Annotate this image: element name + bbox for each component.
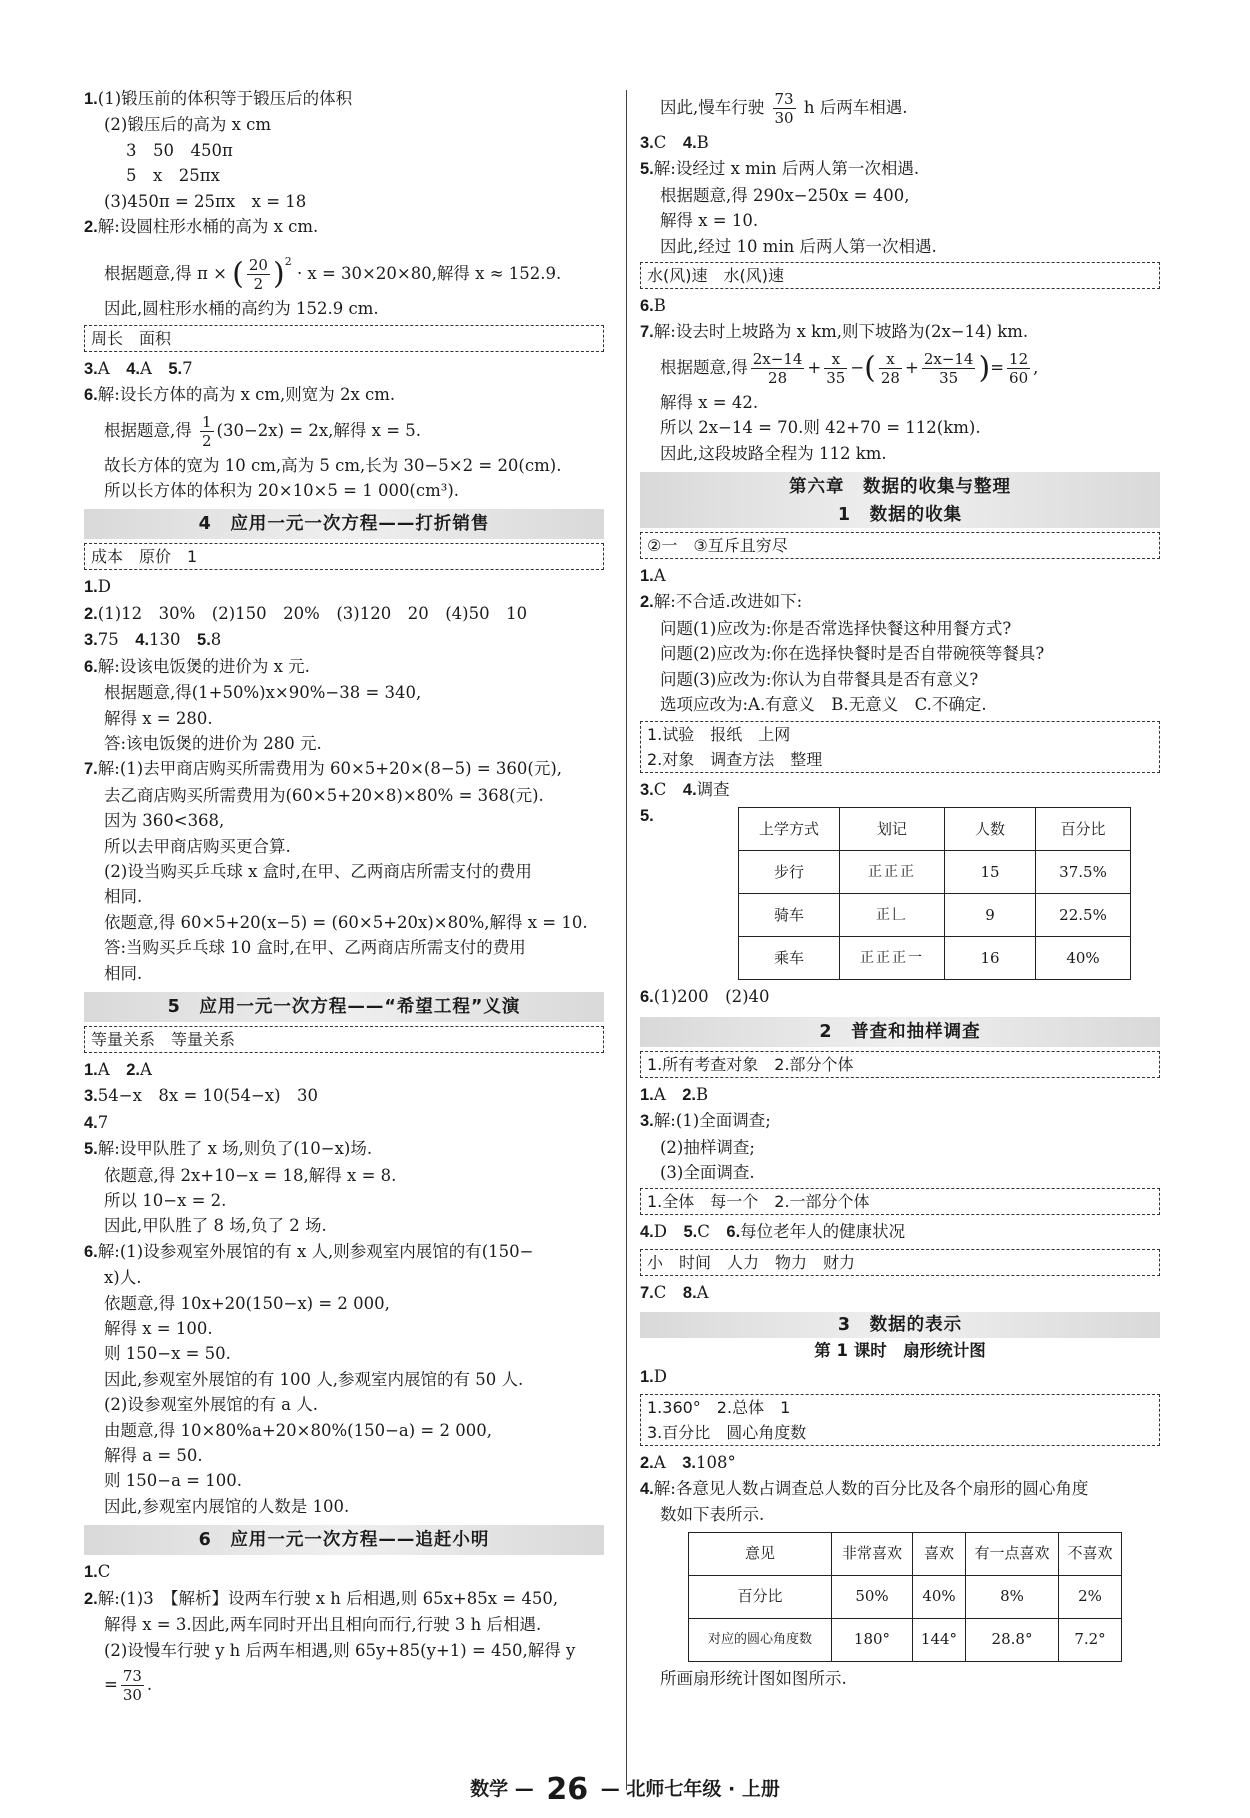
answer-line: 解得 x = 42.	[660, 392, 759, 412]
answer-line: (2)设参观室外展馆的有 a 人.	[104, 1395, 318, 1415]
right-column	[640, 86, 1160, 1691]
answer-line: 4.7	[84, 1112, 109, 1132]
answer-line: 所以去甲商店购买更合算.	[104, 836, 291, 856]
answer-line: 解得 x = 10.	[660, 211, 759, 231]
answer-line: 问题(2)应改为:你在选择快餐时是否自带碗筷等餐具?	[660, 644, 1045, 664]
table-cell: 144°	[913, 1618, 966, 1661]
chapter-heading: 第六章 数据的收集与整理	[640, 472, 1160, 502]
answer-line: 1.(1)锻压前的体积等于锻压后的体积	[84, 89, 353, 108]
answer-line: 所画扇形统计图如图所示.	[660, 1668, 847, 1688]
fraction: $\frac{73}{30}$	[122, 1666, 142, 1704]
answer-line: 5.解:设经过 x min 后两人第一次相遇.	[640, 159, 920, 179]
answer-line: 因此,参观室外展馆的有 100 人,参观室内展馆的有 50 人.	[104, 1369, 524, 1389]
fraction: $\frac{x}{28}$	[880, 349, 900, 387]
lesson-heading: 第 1 课时 扇形统计图	[814, 1341, 986, 1361]
answer-line: 依题意,得 10x+20(150−x) = 2 000,	[104, 1293, 390, 1313]
formula-line: 根据题意,得 π × ( $\frac{20}{2}$ )$^2$ · x = 30×20×80,解得 x ≈ 152.9.	[104, 255, 562, 294]
table-cell: 40%	[913, 1575, 966, 1618]
answer-line: 4.解:各意见人数占调查总人数的百分比及各个扇形的圆心角度	[640, 1478, 1089, 1498]
answer-line: (3)450π = 25πx x = 18	[104, 191, 307, 211]
footer-subject: 数学	[470, 1778, 509, 1800]
answer-line: 1.A 2.B	[640, 1084, 709, 1104]
fill-in-box: 1.试验 报纸 上网 2.对象 调查方法 整理	[640, 721, 1160, 773]
fraction: $\frac{12}{60}$	[1009, 349, 1029, 387]
fill-in-box: 等量关系 等量关系	[84, 1026, 604, 1053]
answer-line: 7.解:设去时上坡路为 x km,则下坡路为(2x−14) km.	[640, 322, 1029, 342]
fraction: $\frac{2x-14}{35}$	[923, 349, 974, 387]
table-cell: 正正正	[840, 851, 945, 894]
answer-line: 问题(1)应改为:你是否常选择快餐这种用餐方式?	[660, 618, 1012, 638]
answer-line: 则 150−a = 100.	[104, 1471, 242, 1491]
table-header: 不喜欢	[1059, 1532, 1122, 1575]
section-heading: 5 应用一元一次方程——“希望工程”义演	[84, 992, 604, 1022]
answer-line: 2.解:设圆柱形水桶的高为 x cm.	[84, 217, 319, 237]
fraction: $\frac{73}{30}$	[774, 90, 794, 127]
answer-line: 选项应改为:A.有意义 B.无意义 C.不确定.	[660, 695, 987, 715]
answer-line: 去乙商店购买所需费用为(60×5+20×8)×80% = 368(元).	[104, 785, 544, 805]
answer-line: 所以长方体的体积为 20×10×5 = 1 000(cm³).	[104, 481, 460, 501]
fraction: $\frac{x}{35}$	[826, 349, 846, 387]
answer-line: 答:该电饭煲的进价为 280 元.	[104, 733, 322, 753]
answer-line: 因此,参观室内展馆的人数是 100.	[104, 1496, 350, 1516]
table-cell: 37.5%	[1036, 851, 1131, 894]
formula-line: = $\frac{73}{30}$ .	[104, 1666, 153, 1704]
answer-line: 5.	[640, 806, 654, 825]
table-cell: 15	[945, 851, 1036, 894]
table-header: 人数	[945, 808, 1036, 851]
answer-line: 5 x 25πx	[126, 166, 220, 186]
answer-line: 1.A 2.A	[84, 1059, 152, 1079]
answer-line: (2)设慢车行驶 y h 后两车相遇,则 65y+85(y+1) = 450,解得 y	[104, 1640, 576, 1660]
answer-line: 3.解:(1)全面调查;	[640, 1111, 771, 1131]
table-cell: 正𠃊	[840, 894, 945, 937]
answer-line: 2.A 3.108°	[640, 1452, 736, 1472]
formula-line: 根据题意,得 $\frac{1}{2}$ (30−2x) = 2x,解得 x = 5.	[104, 412, 422, 450]
table-header: 上学方式	[739, 808, 840, 851]
table-cell: 百分比	[689, 1575, 832, 1618]
answer-line: 1.C	[84, 1562, 111, 1582]
answer-line: 1.A	[640, 566, 666, 586]
answer-line: 因为 360<368,	[104, 811, 225, 831]
fraction: $\frac{20}{2}$	[248, 256, 268, 294]
answer-line: 解得 x = 3.因此,两车同时开出且相向而行,行驶 3 h 后相遇.	[104, 1615, 542, 1635]
answer-line: 1.D	[640, 1367, 667, 1387]
answer-line: 则 150−x = 50.	[104, 1344, 231, 1364]
answer-line: 因此,这段坡路全程为 112 km.	[660, 443, 887, 463]
answer-line: x)人.	[104, 1268, 142, 1288]
answer-line: 3.C 4.B	[640, 133, 709, 152]
table-cell: 40%	[1036, 937, 1131, 980]
answer-line: 因此,经过 10 min 后两人第一次相遇.	[660, 236, 937, 256]
answer-line: 相同.	[104, 963, 143, 983]
table-cell: 乘车	[739, 937, 840, 980]
answer-line: (2)抽样调查;	[660, 1137, 755, 1157]
table-header: 划记	[840, 808, 945, 851]
answer-line: 3.54−x 8x = 10(54−x) 30	[84, 1086, 319, 1106]
answer-line: 6.(1)200 (2)40	[640, 987, 770, 1007]
fill-in-box: 成本 原价 1	[84, 543, 604, 570]
answer-line: 故长方体的宽为 10 cm,高为 5 cm,长为 30−5×2 = 20(cm).	[104, 455, 562, 475]
answer-line: 6.解:设长方体的高为 x cm,则宽为 2x cm.	[84, 385, 396, 405]
answer-line: 2.解:(1)3 【解析】设两车行驶 x h 后相遇,则 65x+85x = 450,	[84, 1588, 559, 1608]
answer-line: 3.C 4.调查	[640, 779, 730, 799]
footer-edition: 北师七年级 · 上册	[626, 1778, 780, 1800]
table-cell: 正正正一	[840, 937, 945, 980]
answer-line: 所以 10−x = 2.	[104, 1191, 227, 1210]
fill-in-box: 1.全体 每一个 2.一部分个体	[640, 1188, 1160, 1215]
answer-line: 6.解:(1)设参观室外展馆的有 x 人,则参观室内展馆的有(150−	[84, 1241, 534, 1261]
table-cell: 180°	[832, 1618, 913, 1661]
answer-line: 6.B	[640, 296, 666, 316]
answer-line: 数如下表所示.	[660, 1505, 765, 1525]
answer-line: 6.解:设该电饭煲的进价为 x 元.	[84, 656, 310, 676]
answer-line: 解得 a = 50.	[104, 1446, 203, 1466]
fill-in-box: 1.360° 2.总体 1 3.百分比 圆心角度数	[640, 1394, 1160, 1446]
opinion-table	[688, 1532, 1122, 1662]
table-cell: 28.8°	[966, 1618, 1059, 1661]
fill-in-box: 小 时间 人力 物力 财力	[640, 1249, 1160, 1276]
answer-line: 答:当购买乒乓球 10 盒时,在甲、乙两商店所需支付的费用	[104, 938, 526, 958]
table-cell: 9	[945, 894, 1036, 937]
left-column	[84, 86, 604, 1707]
fill-in-box: ②一 ③互斥且穷尽	[640, 532, 1160, 559]
answer-line: 因此,圆柱形水桶的高约为 152.9 cm.	[104, 299, 379, 319]
answer-line: 3.A 4.A 5.7	[84, 358, 193, 378]
fill-in-box: 周长 面积	[84, 325, 604, 352]
fraction: $\frac{1}{2}$	[202, 412, 212, 450]
page-number: 26	[546, 1772, 589, 1807]
table-cell: 7.2°	[1059, 1618, 1122, 1661]
table-header: 喜欢	[913, 1532, 966, 1575]
answer-line: 因此,甲队胜了 8 场,负了 2 场.	[104, 1216, 327, 1236]
answer-line: 7.C 8.A	[640, 1282, 709, 1302]
section-heading: 4 应用一元一次方程——打折销售	[84, 509, 604, 539]
answer-line: 2.(1)12 30% (2)150 20% (3)120 20 (4)50 10	[84, 603, 528, 623]
answer-line: 依题意,得 60×5+20(x−5) = (60×5+20x)×80%,解得 x = 10.	[104, 912, 588, 932]
answer-line: 所以 2x−14 = 70.则 42+70 = 112(km).	[660, 418, 981, 438]
answer-line: 根据题意,得(1+50%)x×90%−38 = 340,	[104, 683, 422, 703]
answer-line: (3)全面调查.	[660, 1162, 755, 1182]
tally-table	[738, 807, 1131, 980]
answer-line: 由题意,得 10×80%a+20×80%(150−a) = 2 000,	[104, 1420, 492, 1440]
table-cell: 50%	[832, 1575, 913, 1618]
answer-line: 根据题意,得 290x−250x = 400,	[660, 185, 910, 205]
table-cell: 16	[945, 937, 1036, 980]
answer-line: 7.解:(1)去甲商店购买所需费用为 60×5+20×(8−5) = 360(元),	[84, 759, 563, 779]
table-cell: 2%	[1059, 1575, 1122, 1618]
answer-line: (2)设当购买乒乓球 x 盒时,在甲、乙两商店所需支付的费用	[104, 861, 532, 881]
fill-in-box: 1.所有考查对象 2.部分个体	[640, 1051, 1160, 1078]
answer-line: 4.D 5.C 6.每位老年人的健康状况	[640, 1222, 906, 1242]
formula-line: 根据题意,得 $\frac{2x-14}{28}$ + $\frac{x}{35}$ −( $\frac{x}{28}$ + $\frac{2x-14}{35}$ )= $\frac{12}{60}$ ,	[660, 349, 1039, 387]
answer-line: 3.75 4.130 5.8	[84, 630, 222, 650]
answer-line: 依题意,得 2x+10−x = 18,解得 x = 8.	[104, 1165, 397, 1185]
table-cell: 对应的圆心角度数	[689, 1618, 832, 1661]
answer-line: 相同.	[104, 887, 143, 907]
column-divider	[626, 90, 627, 1790]
section-heading: 1 数据的收集	[640, 502, 1160, 528]
fill-in-box: 水(风)速 水(风)速	[640, 262, 1160, 289]
section-heading: 3 数据的表示	[640, 1312, 1160, 1338]
answer-line: 5.解:设甲队胜了 x 场,则负了(10−x)场.	[84, 1139, 373, 1159]
answer-line: 3 50 450π	[126, 140, 233, 160]
table-header: 非常喜欢	[832, 1532, 913, 1575]
answer-line: 1.D	[84, 577, 111, 597]
answer-line: 解得 x = 100.	[104, 1319, 213, 1339]
answer-line: 解得 x = 280.	[104, 708, 213, 728]
answer-line: (2)锻压后的高为 x cm	[104, 115, 272, 135]
table-header: 意见	[689, 1532, 832, 1575]
table-cell: 步行	[739, 851, 840, 894]
table-cell: 骑车	[739, 894, 840, 937]
table-cell: 22.5%	[1036, 894, 1131, 937]
answer-line: 2.解:不合适.改进如下:	[640, 592, 803, 612]
table-header: 百分比	[1036, 808, 1131, 851]
section-heading: 2 普查和抽样调查	[640, 1017, 1160, 1047]
formula-line: 因此,慢车行驶 $\frac{73}{30}$ h 后两车相遇.	[660, 90, 908, 127]
table-header: 有一点喜欢	[966, 1532, 1059, 1575]
fraction: $\frac{2x-14}{28}$	[752, 349, 803, 387]
page-footer: 数学 — 26 — 北师七年级 · 上册	[470, 1772, 780, 1807]
table-cell: 8%	[966, 1575, 1059, 1618]
answer-line: 问题(3)应改为:你认为自带餐具是否有意义?	[660, 669, 979, 689]
section-heading: 6 应用一元一次方程——追赶小明	[84, 1525, 604, 1555]
